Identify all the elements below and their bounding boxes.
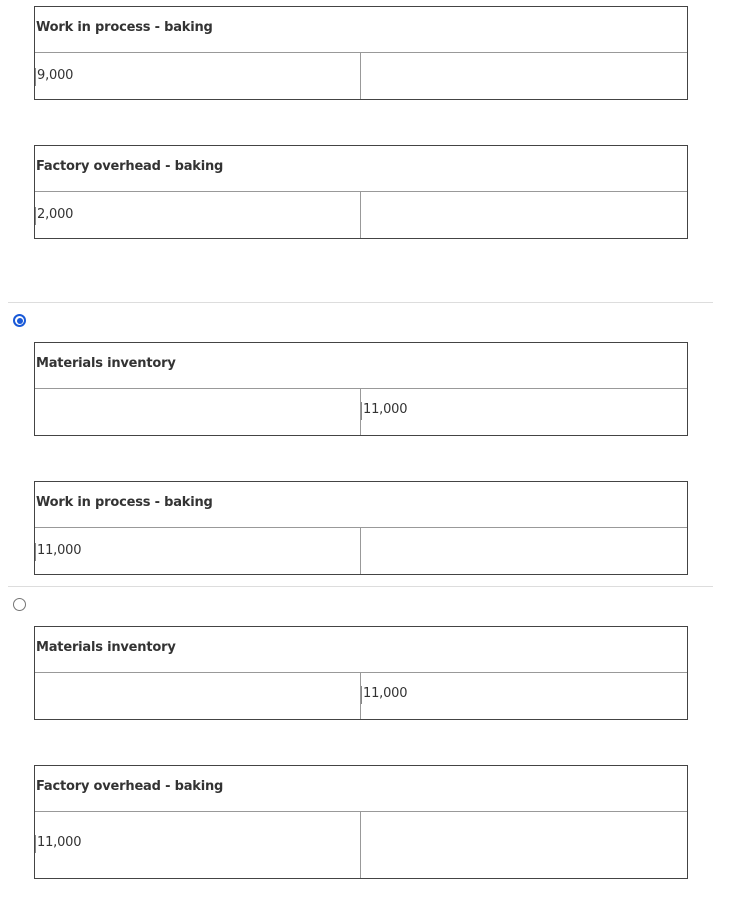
account-title: Factory overhead - baking — [35, 766, 687, 812]
t-account-materials-inventory — [34, 626, 688, 720]
debit-cell — [35, 673, 361, 719]
answer-radio[interactable] — [13, 598, 26, 611]
debit-value: 2,000 — [35, 207, 167, 225]
credit-cell — [361, 53, 687, 99]
debit-cell — [35, 192, 361, 238]
t-account-work-in-process — [34, 6, 688, 100]
answer-radio-selected[interactable] — [13, 314, 26, 327]
debit-cell — [35, 812, 361, 878]
t-account-factory-overhead — [34, 765, 688, 879]
t-account-factory-overhead — [34, 145, 688, 239]
account-title: Work in process - baking — [35, 7, 687, 53]
debit-cell — [35, 389, 361, 435]
debit-value: 9,000 — [35, 68, 167, 86]
debit-cell — [35, 528, 361, 574]
debit-value: 11,000 — [35, 543, 167, 561]
credit-cell — [361, 812, 687, 878]
account-title: Materials inventory — [35, 627, 687, 673]
credit-cell — [361, 673, 687, 719]
choice-divider — [8, 586, 713, 587]
account-title: Factory overhead - baking — [35, 146, 687, 192]
account-title: Work in process - baking — [35, 482, 687, 528]
choice-divider — [8, 302, 713, 303]
credit-cell — [361, 389, 687, 435]
credit-value: 11,000 — [361, 686, 493, 704]
debit-value: 11,000 — [35, 835, 167, 853]
credit-value: 11,000 — [361, 402, 493, 420]
credit-cell — [361, 528, 687, 574]
t-account-work-in-process — [34, 481, 688, 575]
debit-cell — [35, 53, 361, 99]
credit-cell — [361, 192, 687, 238]
t-account-materials-inventory — [34, 342, 688, 436]
account-title: Materials inventory — [35, 343, 687, 389]
